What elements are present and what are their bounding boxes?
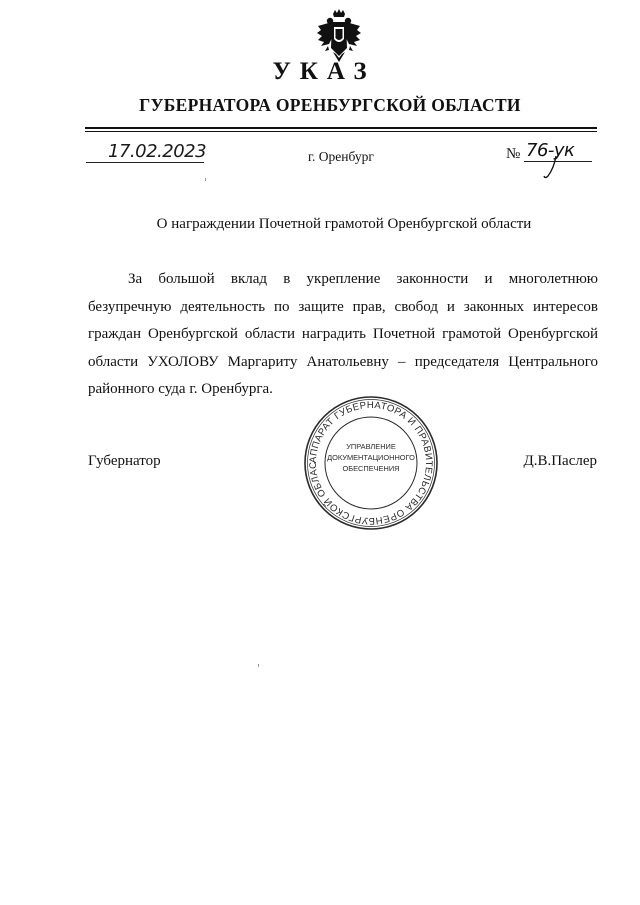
- scan-speck: [205, 178, 206, 181]
- header-rule-thick: [85, 127, 597, 129]
- date-underline: [86, 162, 204, 163]
- document-heading: О награждении Почетной грамотой Оренбургской области: [156, 216, 532, 232]
- stamp-inner-line-2: ДОКУМЕНТАЦИОННОГО: [327, 453, 415, 462]
- number-sign: №: [506, 146, 521, 162]
- signatory-name: Д.В.Паслер: [523, 453, 597, 469]
- document-number: 76-ук: [526, 140, 575, 161]
- document-date: 17.02.2023: [108, 141, 207, 162]
- document-type-title: УКАЗ: [272, 58, 376, 85]
- stamp-inner-line-3: ОБЕСПЕЧЕНИЯ: [342, 464, 400, 473]
- document-body: За большой вклад в укрепление законности и многолетнюю безупречную деятельность по защите прав, свобод и законных интересов граждан Оренбургской области наградить Почетной грамотой Оренбургской области УХОЛОВУ Маргариту Анатольевну – председателя Центрального районного суда г. Оренбурга.: [88, 271, 598, 397]
- document-city: г. Оренбург: [308, 149, 374, 164]
- date-field: [86, 141, 206, 169]
- official-stamp: [302, 394, 440, 532]
- scan-speck: [258, 664, 259, 667]
- signatory-role: Губернатор: [88, 453, 161, 469]
- handwriting-stroke: [542, 154, 562, 180]
- stamp-inner-line-1: УПРАВЛЕНИЕ: [346, 442, 396, 451]
- issuer-title: ГУБЕРНАТОРА ОРЕНБУРГСКОЙ ОБЛАСТИ: [139, 95, 521, 115]
- header-rule-thin: [85, 131, 597, 132]
- stamp-outer-text: АППАРАТ ГУБЕРНАТОРА И ПРАВИТЕЛЬСТВА ОРЕНБУРГСКОЙ ОБЛАС: [307, 399, 435, 527]
- number-field: [506, 140, 596, 180]
- coat-of-arms-icon: [316, 8, 362, 64]
